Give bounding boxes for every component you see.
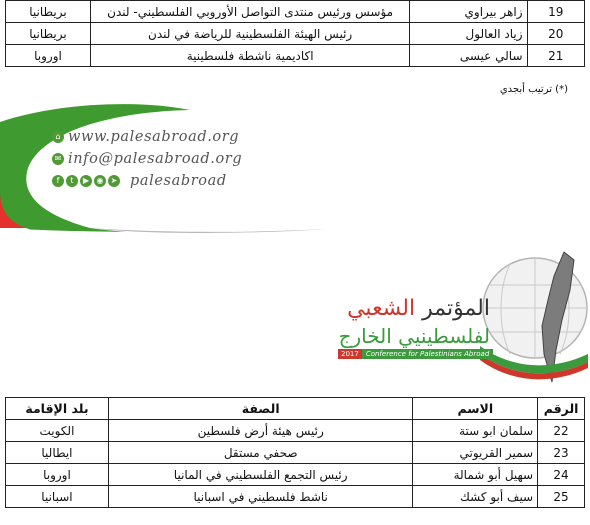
conference-subtitle: لفلسطينيي الخارج <box>338 324 490 348</box>
member-name: سيف أبو كشك <box>413 486 538 508</box>
email-link[interactable]: info@palesabroad.org <box>68 151 243 167</box>
twitter-icon[interactable]: t <box>66 175 78 187</box>
table-row <box>6 442 585 464</box>
member-title: مؤسس ورئيس منتدى التواصل الأوروبي الفلسطيني- لندن <box>90 1 409 23</box>
row-number: 21 <box>527 45 584 67</box>
row-number: 25 <box>538 486 585 508</box>
contact-block <box>52 126 242 192</box>
conference-tagline <box>338 349 498 359</box>
members-table-top <box>5 0 585 67</box>
table-row <box>6 45 585 67</box>
member-country: اوروبا <box>6 464 109 486</box>
member-country: ايطاليا <box>6 442 109 464</box>
conference-title <box>347 296 490 321</box>
youtube-icon[interactable]: ▶ <box>80 175 92 187</box>
header-country: بلد الإقامة <box>6 398 109 420</box>
member-name: زياد العالول <box>410 23 527 45</box>
social-handle: palesabroad <box>130 173 227 189</box>
table-row <box>6 464 585 486</box>
table-row <box>6 486 585 508</box>
website-link[interactable]: www.palesabroad.org <box>68 129 240 145</box>
member-country: اوروبا <box>6 45 91 67</box>
member-title: رئيس هيئة أرض فلسطين <box>108 420 413 442</box>
conference-title-accent: الشعبي <box>347 296 416 321</box>
member-name: زاهر بيراوي <box>410 1 527 23</box>
member-title: رئيس التجمع الفلسطيني في المانيا <box>108 464 413 486</box>
member-name: سهيل أبو شمالة <box>413 464 538 486</box>
member-name: سمير القريوتي <box>413 442 538 464</box>
palesabroad-banner <box>0 102 590 238</box>
facebook-icon[interactable]: f <box>52 175 64 187</box>
header-title: الصفة <box>108 398 413 420</box>
conference-english-name: Conference for Palestinians Abroad <box>362 349 493 359</box>
member-title: رئيس الهيئة الفلسطينية للرياضة في لندن <box>90 23 409 45</box>
member-title: صحفي مستقل <box>108 442 413 464</box>
conference-title-main: المؤتمر <box>415 296 490 321</box>
conference-year: 2017 <box>338 349 362 359</box>
row-number: 22 <box>538 420 585 442</box>
member-country: الكويت <box>6 420 109 442</box>
instagram-icon[interactable]: ◉ <box>94 175 106 187</box>
member-country: اسبانيا <box>6 486 109 508</box>
table-row <box>6 23 585 45</box>
conference-logo <box>330 250 590 390</box>
row-number: 20 <box>527 23 584 45</box>
row-number: 24 <box>538 464 585 486</box>
header-number: الرقم <box>538 398 585 420</box>
footnote: (*) ترتيب أبجدي <box>499 84 568 95</box>
member-country: بريطانيا <box>6 1 91 23</box>
social-icons <box>52 175 120 187</box>
telegram-icon[interactable]: ➤ <box>108 175 120 187</box>
members-table-bottom <box>5 397 585 508</box>
email-row <box>52 148 242 170</box>
member-title: ناشط فلسطيني في اسبانيا <box>108 486 413 508</box>
table-row <box>6 420 585 442</box>
home-icon: ⌂ <box>52 131 64 143</box>
row-number: 23 <box>538 442 585 464</box>
member-country: بريطانيا <box>6 23 91 45</box>
row-number: 19 <box>527 1 584 23</box>
member-name: سلمان ابو ستة <box>413 420 538 442</box>
website-row <box>52 126 242 148</box>
header-name: الاسم <box>413 398 538 420</box>
social-row <box>52 170 242 192</box>
member-title: اكاديمية ناشطة فلسطينية <box>90 45 409 67</box>
member-name: سالي عيسى <box>410 45 527 67</box>
table-header-row <box>6 398 585 420</box>
table-row <box>6 1 585 23</box>
mail-icon: ✉ <box>52 153 64 165</box>
